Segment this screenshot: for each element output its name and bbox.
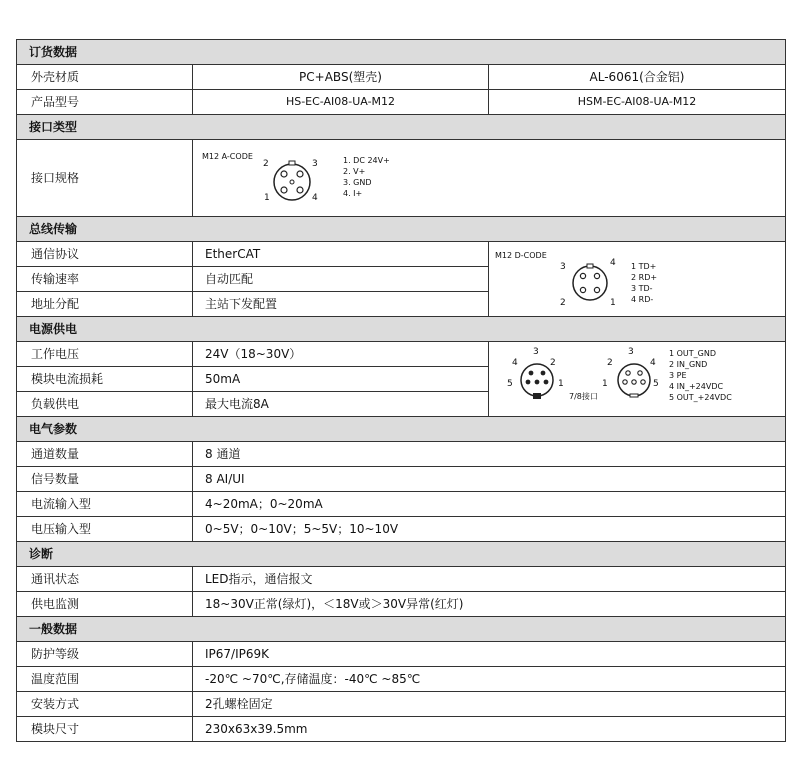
d-code-pin-list: [631, 261, 657, 305]
a-code-diagram-cell: [193, 140, 786, 217]
row-label: 信号数量: [17, 467, 193, 492]
table-row: [17, 242, 786, 267]
pin-label: 3. GND: [343, 178, 372, 187]
male-pin-number: 3: [533, 347, 539, 357]
table-row: [17, 492, 786, 517]
d-code-pin-number: 1: [610, 298, 616, 308]
current-input-value: 4~20mA；0~20mA: [193, 492, 786, 517]
power-connector-diagram-cell: [489, 342, 786, 417]
d-code-pin-number: 2: [560, 298, 566, 308]
table-row: [17, 517, 786, 542]
row-label: 通信协议: [17, 242, 193, 267]
section-title-general: 一般数据: [17, 617, 786, 642]
a-code-pin-number: 1: [264, 193, 270, 203]
a-code-connector-icon: [267, 157, 317, 207]
spec-table: [16, 39, 786, 742]
row-label: 产品型号: [17, 90, 193, 115]
row-label: 通道数量: [17, 442, 193, 467]
power-pin-list: [669, 348, 732, 403]
d-code-connector-icon: [568, 261, 612, 305]
a-code-pin-list: [343, 155, 390, 199]
table-row: [17, 342, 786, 367]
voltage-value: 24V（18~30V）: [193, 342, 489, 367]
table-row: [17, 467, 786, 492]
female-pin-number: 1: [602, 379, 608, 389]
housing-aluminum-value: AL-6061(合金铝): [489, 65, 786, 90]
power-connector-caption: 7/8接口: [569, 392, 598, 401]
male-pin-number: 1: [558, 379, 564, 389]
a-code-pin-number: 2: [263, 159, 269, 169]
pin-label: 4. I+: [343, 189, 363, 198]
female-pin-number: 5: [653, 379, 659, 389]
pin-label: 5 OUT_+24VDC: [669, 393, 732, 402]
row-label: 温度范围: [17, 667, 193, 692]
row-label: 接口规格: [17, 140, 193, 217]
speed-value: 自动匹配: [193, 267, 489, 292]
section-title-power: 电源供电: [17, 317, 786, 342]
pin-label: 4 IN_+24VDC: [669, 382, 724, 391]
table-row: [17, 717, 786, 742]
section-title-electrical: 电气参数: [17, 417, 786, 442]
pin-label: 4 RD-: [631, 295, 654, 304]
female-pin-number: 3: [628, 347, 634, 357]
row-label: 外壳材质: [17, 65, 193, 90]
pin-label: 3 TD-: [631, 284, 653, 293]
male-pin-number: 5: [507, 379, 513, 389]
section-electrical-row: [17, 417, 786, 442]
model-plastic-value: HS-EC-AI08-UA-M12: [193, 90, 489, 115]
housing-plastic-value: PC+ABS(塑壳): [193, 65, 489, 90]
table-row: [17, 592, 786, 617]
pin-label: 2 RD+: [631, 273, 658, 282]
table-row: [17, 140, 786, 217]
male-pin-number: 2: [550, 358, 556, 368]
d-code-pin-number: 4: [610, 258, 616, 268]
address-value: 主站下发配置: [193, 292, 489, 317]
pin-label: 1 OUT_GND: [669, 349, 717, 358]
row-label: 电压输入型: [17, 517, 193, 542]
load-supply-value: 最大电流8A: [193, 392, 489, 417]
section-title-interface: 接口类型: [17, 115, 786, 140]
temperature-value: -20℃ ~70℃,存储温度：-40℃ ~85℃: [193, 667, 786, 692]
model-aluminum-value: HSM-EC-AI08-UA-M12: [489, 90, 786, 115]
row-label: 负载供电: [17, 392, 193, 417]
table-row: [17, 442, 786, 467]
table-row: [17, 642, 786, 667]
row-label: 通讯状态: [17, 567, 193, 592]
supply-monitor-value: 18~30V正常(绿灯)，＜18V或＞30V异常(红灯): [193, 592, 786, 617]
row-label: 传输速率: [17, 267, 193, 292]
row-label: 电流输入型: [17, 492, 193, 517]
male-pin-number: 4: [512, 358, 518, 368]
current-consumption-value: 50mA: [193, 367, 489, 392]
section-diagnostics-row: [17, 542, 786, 567]
table-row: [17, 65, 786, 90]
d-code-title: M12 D-CODE: [495, 251, 547, 260]
d-code-diagram-cell: [489, 242, 786, 317]
female-pin-number: 4: [650, 358, 656, 368]
protocol-value: EtherCAT: [193, 242, 489, 267]
pin-label: 1. DC 24V+: [343, 156, 390, 165]
section-title-bus: 总线传输: [17, 217, 786, 242]
comm-status-value: LED指示，通信报文: [193, 567, 786, 592]
voltage-input-value: 0~5V；0~10V；5~5V；10~10V: [193, 517, 786, 542]
ip-rating-value: IP67/IP69K: [193, 642, 786, 667]
pin-label: 3 PE: [669, 371, 687, 380]
channels-value: 8 通道: [193, 442, 786, 467]
section-title-order: 订货数据: [17, 40, 786, 65]
table-row: [17, 90, 786, 115]
pin-label: 2. V+: [343, 167, 366, 176]
mounting-value: 2孔螺栓固定: [193, 692, 786, 717]
row-label: 安装方式: [17, 692, 193, 717]
table-row: [17, 567, 786, 592]
table-row: [17, 692, 786, 717]
female-pin-number: 2: [607, 358, 613, 368]
row-label: 防护等级: [17, 642, 193, 667]
row-label: 模块尺寸: [17, 717, 193, 742]
pin-label: 2 IN_GND: [669, 360, 708, 369]
dimensions-value: 230x63x39.5mm: [193, 717, 786, 742]
signals-value: 8 AI/UI: [193, 467, 786, 492]
a-code-title: M12 A-CODE: [202, 152, 253, 161]
section-power-row: [17, 317, 786, 342]
table-row: [17, 667, 786, 692]
pin-label: 1 TD+: [631, 262, 657, 271]
d-code-pin-number: 3: [560, 262, 566, 272]
a-code-pin-number: 4: [312, 193, 318, 203]
section-order-row: [17, 40, 786, 65]
section-title-diagnostics: 诊断: [17, 542, 786, 567]
row-label: 模块电流损耗: [17, 367, 193, 392]
row-label: 工作电压: [17, 342, 193, 367]
section-general-row: [17, 617, 786, 642]
row-label: 地址分配: [17, 292, 193, 317]
section-interface-row: [17, 115, 786, 140]
section-bus-row: [17, 217, 786, 242]
row-label: 供电监测: [17, 592, 193, 617]
a-code-pin-number: 3: [312, 159, 318, 169]
